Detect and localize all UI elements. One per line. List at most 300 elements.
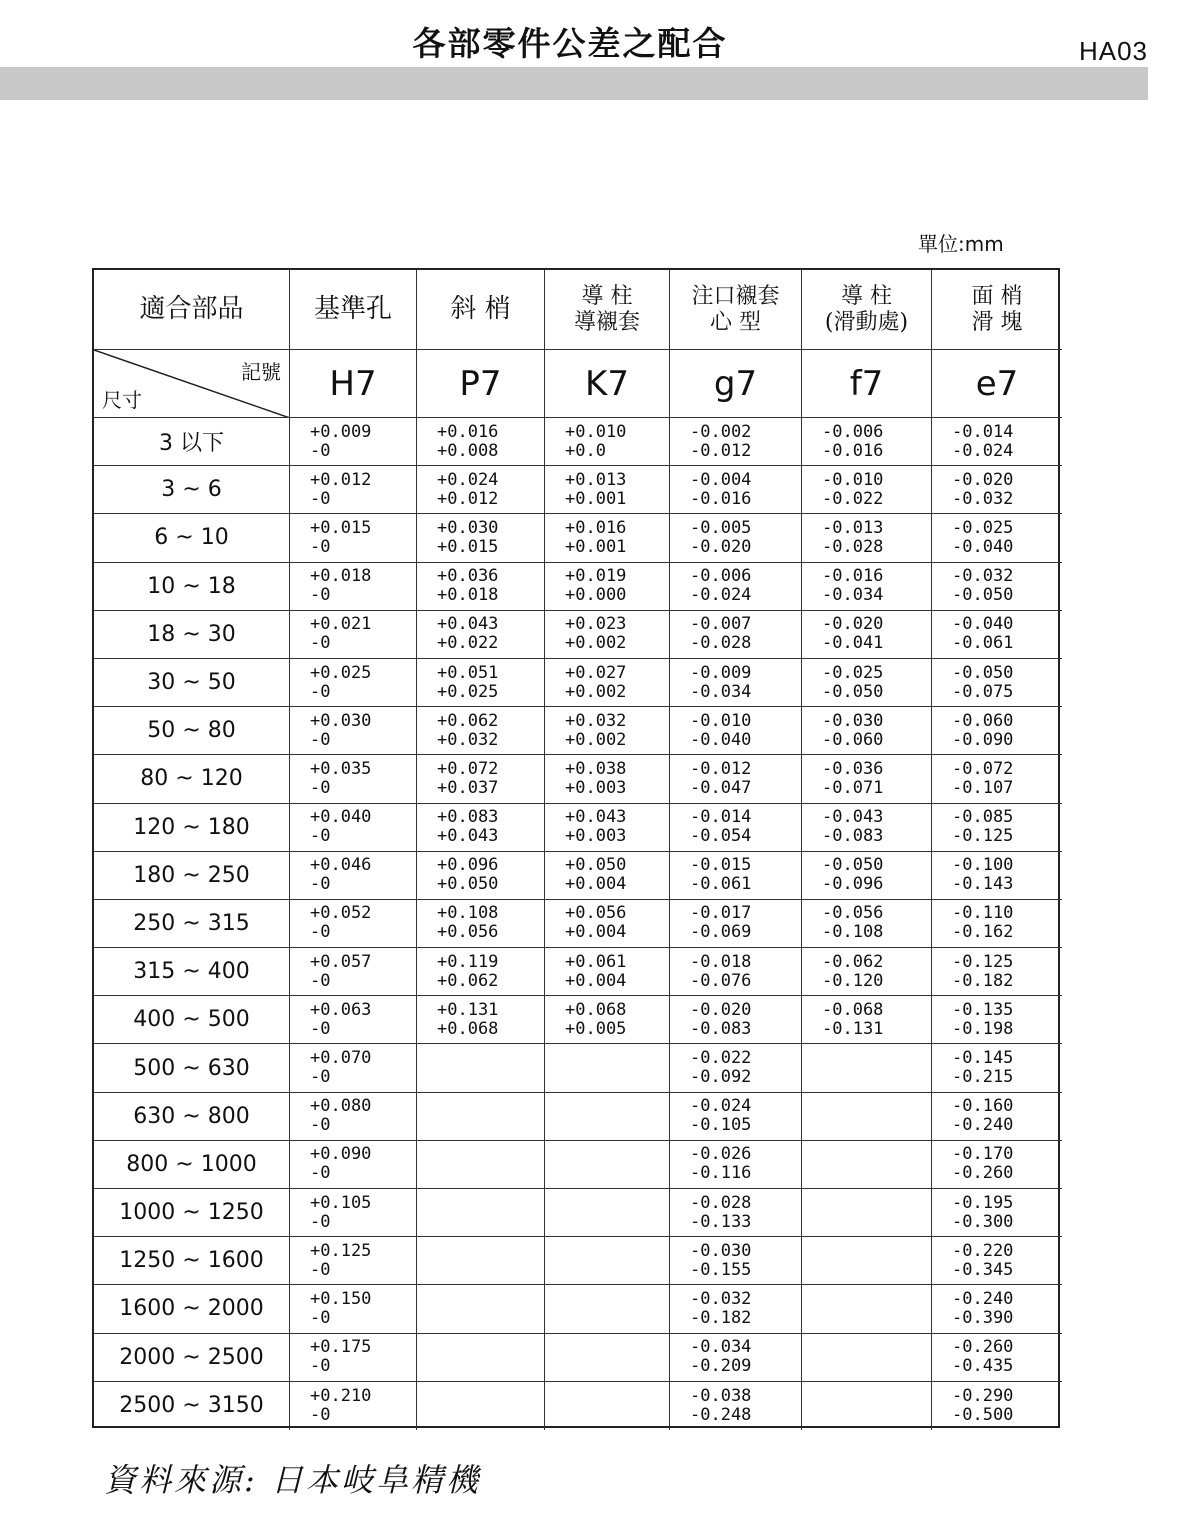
tolerance-cell [417, 418, 545, 466]
upper-deviation: +0.035 [310, 758, 372, 779]
upper-deviation: +0.119 [437, 951, 499, 972]
upper-deviation: -0.050 [822, 855, 884, 876]
upper-deviation: +0.105 [310, 1192, 372, 1213]
tolerance-cell [802, 1189, 932, 1237]
tolerance-cell [932, 804, 1062, 852]
fit-code-cell: f7 [802, 350, 932, 418]
upper-deviation: -0.017 [690, 903, 752, 924]
tolerance-cell [802, 1382, 932, 1430]
upper-deviation: +0.019 [565, 566, 627, 587]
tolerance-cell [545, 611, 670, 659]
lower-deviation: -0.182 [690, 1307, 752, 1328]
corner-top-label: 記號 [241, 360, 281, 384]
upper-deviation: +0.025 [310, 662, 372, 683]
tolerance-cell [670, 707, 802, 755]
tolerance-cell [932, 1093, 1062, 1141]
fit-code-cell: g7 [670, 350, 802, 418]
tolerance-cell [802, 996, 932, 1044]
tolerance-cell [670, 1285, 802, 1333]
size-range-cell: 400 ~ 500 [94, 996, 290, 1044]
tolerance-cell [290, 900, 417, 948]
upper-deviation: +0.043 [437, 614, 499, 635]
lower-deviation: -0.390 [952, 1307, 1014, 1328]
tolerance-cell [932, 1189, 1062, 1237]
lower-deviation: -0.260 [952, 1163, 1014, 1184]
upper-deviation: +0.036 [437, 566, 499, 587]
size-range-cell: 315 ~ 400 [94, 948, 290, 996]
lower-deviation: -0.096 [822, 874, 884, 895]
upper-deviation: -0.135 [952, 999, 1014, 1020]
tolerance-cell [545, 1044, 670, 1092]
lower-deviation: -0.500 [952, 1404, 1014, 1425]
upper-deviation: -0.020 [690, 999, 752, 1020]
lower-deviation: -0.125 [952, 826, 1014, 847]
tolerance-cell [932, 900, 1062, 948]
tolerance-cell [417, 1189, 545, 1237]
lower-deviation: -0.076 [690, 970, 752, 991]
page-code: HA03 [1078, 36, 1148, 66]
upper-deviation: -0.018 [690, 951, 752, 972]
lower-deviation: -0.040 [952, 536, 1014, 557]
size-range-cell: 10 ~ 18 [94, 563, 290, 611]
upper-deviation: -0.110 [952, 903, 1014, 924]
tolerance-cell [290, 611, 417, 659]
tolerance-cell [802, 1334, 932, 1382]
lower-deviation: -0 [310, 681, 331, 702]
upper-deviation: +0.030 [310, 710, 372, 731]
lower-deviation: +0.032 [437, 729, 499, 750]
tolerance-cell [290, 1093, 417, 1141]
upper-deviation: +0.043 [565, 807, 627, 828]
lower-deviation: -0 [310, 1211, 331, 1232]
tolerance-cell [290, 1237, 417, 1285]
tolerance-cell [670, 948, 802, 996]
tolerance-cell [545, 948, 670, 996]
upper-deviation: +0.096 [437, 855, 499, 876]
tolerance-cell [545, 1189, 670, 1237]
header-cell [290, 270, 417, 350]
upper-deviation: +0.027 [565, 662, 627, 683]
tolerance-cell [545, 804, 670, 852]
tolerance-cell [290, 1189, 417, 1237]
upper-deviation: +0.015 [310, 517, 372, 538]
lower-deviation: -0.050 [952, 585, 1014, 606]
header-text: 心 型 [710, 309, 761, 335]
upper-deviation: -0.004 [690, 469, 752, 490]
tolerance-cell [290, 1044, 417, 1092]
size-range-cell: 1000 ~ 1250 [94, 1189, 290, 1237]
tolerance-cell [417, 996, 545, 1044]
header-bar [0, 67, 1148, 100]
upper-deviation: -0.040 [952, 614, 1014, 635]
tolerance-cell [417, 466, 545, 514]
upper-deviation: -0.220 [952, 1240, 1014, 1261]
lower-deviation: -0.024 [952, 440, 1014, 461]
upper-deviation: +0.024 [437, 469, 499, 490]
tolerance-cell [290, 707, 417, 755]
upper-deviation: +0.125 [310, 1240, 372, 1261]
tolerance-cell [290, 514, 417, 562]
tolerance-cell [932, 948, 1062, 996]
upper-deviation: +0.108 [437, 903, 499, 924]
tolerance-cell [932, 659, 1062, 707]
tolerance-cell [545, 996, 670, 1044]
tolerance-cell [417, 563, 545, 611]
lower-deviation: +0.062 [437, 970, 499, 991]
size-range-cell: 180 ~ 250 [94, 852, 290, 900]
upper-deviation: -0.002 [690, 421, 752, 442]
size-range-cell: 3 以下 [94, 418, 290, 466]
lower-deviation: -0.198 [952, 1018, 1014, 1039]
tolerance-cell [802, 418, 932, 466]
upper-deviation: -0.024 [690, 1096, 752, 1117]
tolerance-cell [417, 804, 545, 852]
tolerance-cell [932, 1044, 1062, 1092]
tolerance-cell [670, 1141, 802, 1189]
upper-deviation: -0.022 [690, 1048, 752, 1069]
tolerance-cell [932, 707, 1062, 755]
upper-deviation: -0.014 [952, 421, 1014, 442]
lower-deviation: +0.001 [565, 488, 627, 509]
upper-deviation: +0.070 [310, 1048, 372, 1069]
upper-deviation: +0.012 [310, 469, 372, 490]
upper-deviation: -0.030 [690, 1240, 752, 1261]
lower-deviation: -0.060 [822, 729, 884, 750]
header-text: 基準孔 [313, 293, 392, 324]
lower-deviation: -0.162 [952, 922, 1014, 943]
lower-deviation: -0.020 [690, 536, 752, 557]
upper-deviation: -0.160 [952, 1096, 1014, 1117]
lower-deviation: +0.002 [565, 729, 627, 750]
tolerance-cell [545, 755, 670, 803]
lower-deviation: -0.028 [822, 536, 884, 557]
upper-deviation: +0.013 [565, 469, 627, 490]
size-range-cell: 250 ~ 315 [94, 900, 290, 948]
lower-deviation: +0.004 [565, 922, 627, 943]
upper-deviation: -0.010 [822, 469, 884, 490]
tolerance-cell [290, 659, 417, 707]
tolerance-cell [417, 1382, 545, 1430]
upper-deviation: -0.085 [952, 807, 1014, 828]
tolerance-cell [417, 1285, 545, 1333]
tolerance-cell [545, 852, 670, 900]
lower-deviation: +0.005 [565, 1018, 627, 1039]
tolerance-cell [670, 1189, 802, 1237]
size-range-cell: 630 ~ 800 [94, 1093, 290, 1141]
upper-deviation: +0.083 [437, 807, 499, 828]
tolerance-cell [290, 755, 417, 803]
tolerance-table [92, 268, 1060, 1428]
lower-deviation: -0.034 [690, 681, 752, 702]
lower-deviation: -0.034 [822, 585, 884, 606]
upper-deviation: -0.032 [952, 566, 1014, 587]
tolerance-cell [670, 852, 802, 900]
size-range-cell: 50 ~ 80 [94, 707, 290, 755]
corner-cell [94, 350, 290, 418]
upper-deviation: +0.050 [565, 855, 627, 876]
upper-deviation: -0.026 [690, 1144, 752, 1165]
upper-deviation: -0.013 [822, 517, 884, 538]
upper-deviation: -0.007 [690, 614, 752, 635]
lower-deviation: -0.120 [822, 970, 884, 991]
lower-deviation: -0 [310, 1307, 331, 1328]
tolerance-cell [932, 514, 1062, 562]
tolerance-cell [802, 611, 932, 659]
tolerance-cell [802, 1237, 932, 1285]
fit-code-cell: e7 [932, 350, 1062, 418]
tolerance-cell [932, 563, 1062, 611]
lower-deviation: +0.0 [565, 440, 606, 461]
lower-deviation: -0.133 [690, 1211, 752, 1232]
lower-deviation: +0.003 [565, 826, 627, 847]
upper-deviation: +0.038 [565, 758, 627, 779]
lower-deviation: -0 [310, 1259, 331, 1280]
size-range-cell: 30 ~ 50 [94, 659, 290, 707]
upper-deviation: +0.210 [310, 1385, 372, 1406]
upper-deviation: +0.016 [437, 421, 499, 442]
lower-deviation: -0.240 [952, 1115, 1014, 1136]
lower-deviation: +0.002 [565, 633, 627, 654]
lower-deviation: -0.012 [690, 440, 752, 461]
tolerance-cell [417, 1044, 545, 1092]
upper-deviation: -0.034 [690, 1337, 752, 1358]
size-range-cell: 500 ~ 630 [94, 1044, 290, 1092]
lower-deviation: -0.435 [952, 1356, 1014, 1377]
upper-deviation: -0.025 [822, 662, 884, 683]
lower-deviation: -0.300 [952, 1211, 1014, 1232]
header-text: 滑 塊 [971, 309, 1023, 335]
tolerance-cell [290, 1285, 417, 1333]
upper-deviation: -0.006 [822, 421, 884, 442]
upper-deviation: -0.030 [822, 710, 884, 731]
tolerance-cell [932, 418, 1062, 466]
lower-deviation: -0 [310, 1163, 331, 1184]
lower-deviation: +0.004 [565, 970, 627, 991]
size-range-cell: 120 ~ 180 [94, 804, 290, 852]
tolerance-cell [802, 755, 932, 803]
lower-deviation: -0.182 [952, 970, 1014, 991]
lower-deviation: +0.012 [437, 488, 499, 509]
lower-deviation: +0.056 [437, 922, 499, 943]
tolerance-cell [802, 804, 932, 852]
size-range-cell: 1600 ~ 2000 [94, 1285, 290, 1333]
header-cell [545, 270, 670, 350]
header-text: 導 柱 [581, 284, 633, 310]
lower-deviation: -0.116 [690, 1163, 752, 1184]
upper-deviation: -0.100 [952, 855, 1014, 876]
lower-deviation: -0 [310, 1404, 331, 1425]
size-range-cell: 800 ~ 1000 [94, 1141, 290, 1189]
unit-label: 單位:mm [918, 232, 1004, 256]
upper-deviation: +0.010 [565, 421, 627, 442]
fit-code-cell: H7 [290, 350, 417, 418]
upper-deviation: +0.023 [565, 614, 627, 635]
lower-deviation: -0 [310, 633, 331, 654]
lower-deviation: -0.215 [952, 1067, 1014, 1088]
tolerance-cell [417, 707, 545, 755]
upper-deviation: +0.057 [310, 951, 372, 972]
lower-deviation: -0 [310, 874, 331, 895]
header-cell [670, 270, 802, 350]
upper-deviation: +0.056 [565, 903, 627, 924]
lower-deviation: -0.143 [952, 874, 1014, 895]
upper-deviation: -0.010 [690, 710, 752, 731]
lower-deviation: -0.107 [952, 777, 1014, 798]
upper-deviation: -0.072 [952, 758, 1014, 779]
tolerance-cell [670, 611, 802, 659]
upper-deviation: -0.020 [822, 614, 884, 635]
tolerance-cell [932, 1237, 1062, 1285]
lower-deviation: -0 [310, 777, 331, 798]
header-cell [417, 270, 545, 350]
tolerance-cell [417, 755, 545, 803]
tolerance-cell [417, 1237, 545, 1285]
upper-deviation: +0.150 [310, 1288, 372, 1309]
lower-deviation: -0 [310, 488, 331, 509]
tolerance-cell [290, 1334, 417, 1382]
fit-code-cell: P7 [417, 350, 545, 418]
lower-deviation: -0.041 [822, 633, 884, 654]
tolerance-cell [670, 418, 802, 466]
upper-deviation: +0.080 [310, 1096, 372, 1117]
tolerance-cell [545, 514, 670, 562]
lower-deviation: -0.024 [690, 585, 752, 606]
tolerance-cell [670, 1093, 802, 1141]
lower-deviation: -0.083 [822, 826, 884, 847]
upper-deviation: -0.068 [822, 999, 884, 1020]
size-range-cell: 80 ~ 120 [94, 755, 290, 803]
tolerance-cell [670, 563, 802, 611]
upper-deviation: +0.175 [310, 1337, 372, 1358]
upper-deviation: +0.062 [437, 710, 499, 731]
upper-deviation: +0.090 [310, 1144, 372, 1165]
tolerance-cell [670, 1237, 802, 1285]
lower-deviation: +0.002 [565, 681, 627, 702]
lower-deviation: -0.108 [822, 922, 884, 943]
lower-deviation: -0.054 [690, 826, 752, 847]
tolerance-cell [417, 514, 545, 562]
tolerance-cell [290, 563, 417, 611]
upper-deviation: -0.170 [952, 1144, 1014, 1165]
tolerance-cell [932, 1141, 1062, 1189]
lower-deviation: -0 [310, 922, 331, 943]
tolerance-cell [802, 659, 932, 707]
header-cell [802, 270, 932, 350]
lower-deviation: -0.131 [822, 1018, 884, 1039]
tolerance-cell [802, 948, 932, 996]
lower-deviation: -0 [310, 1067, 331, 1088]
size-range-cell: 1250 ~ 1600 [94, 1237, 290, 1285]
lower-deviation: +0.043 [437, 826, 499, 847]
upper-deviation: +0.063 [310, 999, 372, 1020]
lower-deviation: -0.155 [690, 1259, 752, 1280]
tolerance-cell [545, 1141, 670, 1189]
lower-deviation: -0 [310, 826, 331, 847]
lower-deviation: -0.061 [952, 633, 1014, 654]
upper-deviation: +0.040 [310, 807, 372, 828]
tolerance-cell [417, 1141, 545, 1189]
tolerance-cell [802, 1093, 932, 1141]
lower-deviation: -0 [310, 1018, 331, 1039]
lower-deviation: +0.008 [437, 440, 499, 461]
tolerance-cell [932, 611, 1062, 659]
header-text: 適合部品 [139, 293, 244, 324]
tolerance-cell [670, 804, 802, 852]
tolerance-cell [290, 466, 417, 514]
lower-deviation: -0.345 [952, 1259, 1014, 1280]
upper-deviation: +0.051 [437, 662, 499, 683]
size-range-cell: 18 ~ 30 [94, 611, 290, 659]
tolerance-cell [417, 852, 545, 900]
tolerance-cell [932, 1334, 1062, 1382]
tolerance-cell [802, 900, 932, 948]
tolerance-cell [545, 1093, 670, 1141]
lower-deviation: -0.071 [822, 777, 884, 798]
lower-deviation: -0.050 [822, 681, 884, 702]
tolerance-cell [670, 466, 802, 514]
size-range-cell: 6 ~ 10 [94, 514, 290, 562]
page-title: 各部零件公差之配合 [412, 24, 728, 63]
tolerance-cell [802, 1285, 932, 1333]
tolerance-cell [670, 514, 802, 562]
upper-deviation: +0.061 [565, 951, 627, 972]
header-text: 導 柱 [841, 284, 892, 310]
upper-deviation: +0.009 [310, 421, 372, 442]
header-text: 注口襯套 [691, 284, 780, 310]
tolerance-cell [545, 900, 670, 948]
upper-deviation: +0.021 [310, 614, 372, 635]
lower-deviation: -0.016 [690, 488, 752, 509]
upper-deviation: -0.036 [822, 758, 884, 779]
upper-deviation: -0.038 [690, 1385, 752, 1406]
upper-deviation: -0.005 [690, 517, 752, 538]
header-cell [94, 270, 290, 350]
tolerance-cell [545, 707, 670, 755]
lower-deviation: +0.015 [437, 536, 499, 557]
upper-deviation: -0.056 [822, 903, 884, 924]
upper-deviation: -0.014 [690, 807, 752, 828]
lower-deviation: -0.075 [952, 681, 1014, 702]
fit-code-cell: K7 [545, 350, 670, 418]
lower-deviation: -0.105 [690, 1115, 752, 1136]
lower-deviation: -0 [310, 970, 331, 991]
tolerance-cell [670, 1044, 802, 1092]
lower-deviation: +0.037 [437, 777, 499, 798]
upper-deviation: -0.006 [690, 566, 752, 587]
lower-deviation: -0.016 [822, 440, 884, 461]
tolerance-cell [417, 948, 545, 996]
tolerance-cell [545, 1237, 670, 1285]
tolerance-cell [932, 1285, 1062, 1333]
lower-deviation: -0.032 [952, 488, 1014, 509]
upper-deviation: -0.060 [952, 710, 1014, 731]
tolerance-cell [802, 1044, 932, 1092]
lower-deviation: +0.004 [565, 874, 627, 895]
upper-deviation: -0.260 [952, 1337, 1014, 1358]
tolerance-cell [932, 466, 1062, 514]
tolerance-cell [802, 707, 932, 755]
tolerance-cell [290, 804, 417, 852]
upper-deviation: -0.016 [822, 566, 884, 587]
tolerance-cell [290, 1382, 417, 1430]
size-range-cell: 2500 ~ 3150 [94, 1382, 290, 1430]
lower-deviation: -0.209 [690, 1356, 752, 1377]
lower-deviation: -0.069 [690, 922, 752, 943]
tolerance-cell [290, 996, 417, 1044]
lower-deviation: -0.047 [690, 777, 752, 798]
upper-deviation: -0.125 [952, 951, 1014, 972]
upper-deviation: -0.043 [822, 807, 884, 828]
